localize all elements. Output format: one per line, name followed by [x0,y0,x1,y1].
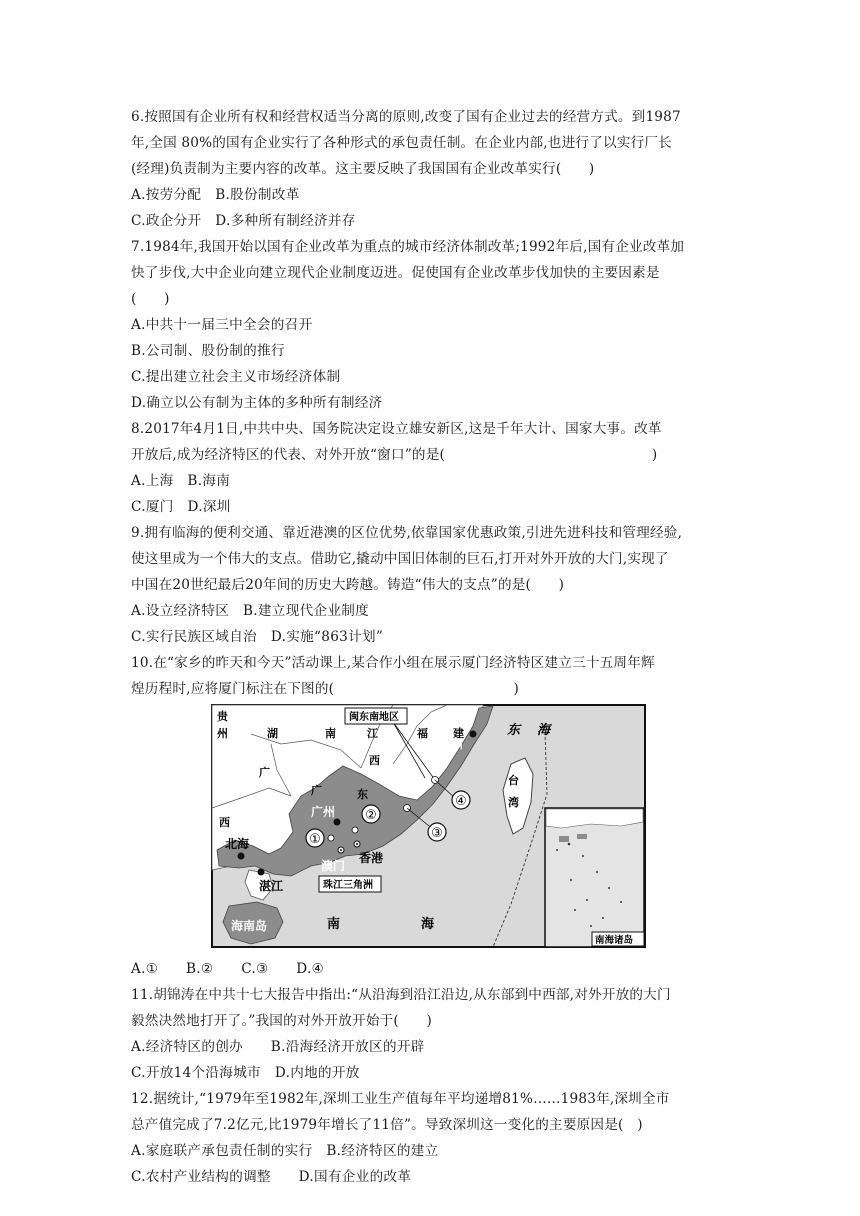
label-nanhai-1: 南 [327,917,341,932]
marker-2: ② [365,808,377,823]
q11-option: C.开放14个沿海城市 D.内地的开放 [131,1065,360,1081]
label-fujian-2: 建 [453,727,464,740]
label-hunan-1: 湖 [267,727,278,740]
label-taiwan-1: 台 [508,774,519,787]
q12-stem-line: 12.据统计,“1979年至1982年,深圳工业生产值每年平均递增81%……1983年,深圳全市 [131,1091,670,1107]
label-guangdong-1: 广 [311,784,322,797]
label-zhanjiang: 湛江 [259,879,284,893]
q12-stem-line: 总产值完成了7.2亿元,比1979年增长了11倍”。导致深圳这一变化的主要原因是( ) [131,1117,643,1133]
q6-stem-line: 年,全国 80%的国有企业实行了各种形式的承包责任制。在企业内部,也进行了以实行厂长 [131,135,672,151]
label-donghai-1: 东 [507,723,521,738]
q10-options: A.① B.② C.③ D.④ [131,961,325,977]
q11-option: A.经济特区的创办 B.沿海经济开放区的开辟 [131,1039,425,1055]
q9-option: A.设立经济特区 B.建立现代企业制度 [131,603,370,619]
inset-frame [545,808,644,947]
label-macao: 澳门 [321,859,346,873]
label-hunan-2: 南 [325,727,336,740]
label-guangzhou: 广州 [311,805,336,819]
q7-stem-line: 7.1984年,我国开始以国有企业改革为重点的城市经济体制改革;1992年后,国有企业改革加 [131,239,685,255]
q8-option: A.上海 B.海南 [131,473,231,489]
label-nanhai-islands: 南海诸岛 [595,935,634,946]
q9-stem-line: 使这里成为一个伟大的支点。借助它,撬动中国旧体制的巨石,打开对外开放的大门,实现了 [131,551,669,567]
q10-stem-line: 10.在“家乡的昨天和今天”活动课上,某合作小组在展示厦门经济特区建立三十五周年辉 [131,655,655,671]
city-dot-beihai [238,853,245,860]
label-hainan-island: 海南岛 [231,919,268,933]
q12-option: C.农村产业结构的调整 D.国有企业的改革 [131,1169,412,1185]
q8-option: C.厦门 D.深圳 [131,499,231,515]
label-jiangxi-2: 西 [369,754,380,767]
marker-1: ① [309,832,321,847]
q9-stem-line: 9.拥有临海的便利交通、靠近港澳的区位优势,依靠国家优惠政策,引进先进科技和管理经验, [131,525,683,541]
q9-stem-line: 中国在20世纪最后20年间的历史大跨越。铸造“伟大的支点”的是( ) [131,577,565,593]
q6-option: C.政企分开 D.多种所有制经济并存 [131,213,356,229]
q7-option: B.公司制、股份制的推行 [131,343,285,359]
label-guizhou-2: 州 [217,727,228,740]
city-dot-guangzhou [334,819,341,826]
q12-option: A.家庭联产承包责任制的实行 B.经济特区的建立 [131,1143,439,1159]
q8-stem-line: 开放后,成为经济特区的代表、对外开放“窗口”的是( ) [131,447,658,463]
label-jiangxi-1: 江 [367,727,378,740]
label-guangdong-2: 东 [357,788,368,801]
city-dot-fuzhou [470,731,477,738]
label-zhujiang: 珠江三角洲 [323,880,373,891]
marker-4: ④ [455,794,467,809]
q11-stem-line: 11.胡锦涛在中共十七大报告中指出:“从沿海到沿江沿边,从东部到中西部,对外开放的大门 [131,987,671,1003]
label-fujian-1: 福 [417,727,428,740]
label-mindongnan: 闽东南地区 [349,712,399,723]
south-china-map [211,704,646,948]
q6-stem-line: (经理)负责制为主要内容的改革。这主要反映了我国国有企业改革实行( ) [131,161,595,177]
marker-3: ③ [431,826,443,841]
label-hongkong: 香港 [359,851,384,865]
label-guizhou-1: 贵 [217,710,228,723]
label-nanhai-2: 海 [421,917,435,932]
label-fuzhou: 福州 [439,737,464,751]
label-guangxi-2: 西 [219,816,230,829]
q7-stem-line: ( ) [131,291,170,307]
label-guangxi-1: 广 [259,766,270,779]
label-beihai: 北海 [225,837,250,851]
q7-option: A.中共十一届三中全会的召开 [131,317,313,333]
q11-stem-line: 毅然决然地打开了。”我国的对外开放开始于( ) [131,1013,433,1029]
q6-stem-line: 6.按照国有企业所有权和经营权适当分离的原则,改变了国有企业过去的经营方式。到1987 [131,109,681,125]
q6-option: A.按劳分配 B.股份制改革 [131,187,300,203]
q7-option: C.提出建立社会主义市场经济体制 [131,369,341,385]
label-donghai-2: 海 [537,723,551,738]
q7-option: D.确立以公有制为主体的多种所有制经济 [131,395,383,411]
label-taiwan-2: 湾 [508,796,519,809]
city-dot-zhanjiang [258,869,265,876]
q10-stem-line: 煌历程时,应将厦门标注在下图的( ) [131,681,519,697]
q8-stem-line: 8.2017年4月1日,中共中央、国务院决定设立雄安新区,这是千年大计、国家大事。改革 [131,421,662,437]
q7-stem-line: 快了步伐,大中企业向建立现代企业制度迈进。促使国有企业改革步伐加快的主要因素是 [131,265,660,281]
q9-option: C.实行民族区域自治 D.实施“863计划” [131,629,384,645]
